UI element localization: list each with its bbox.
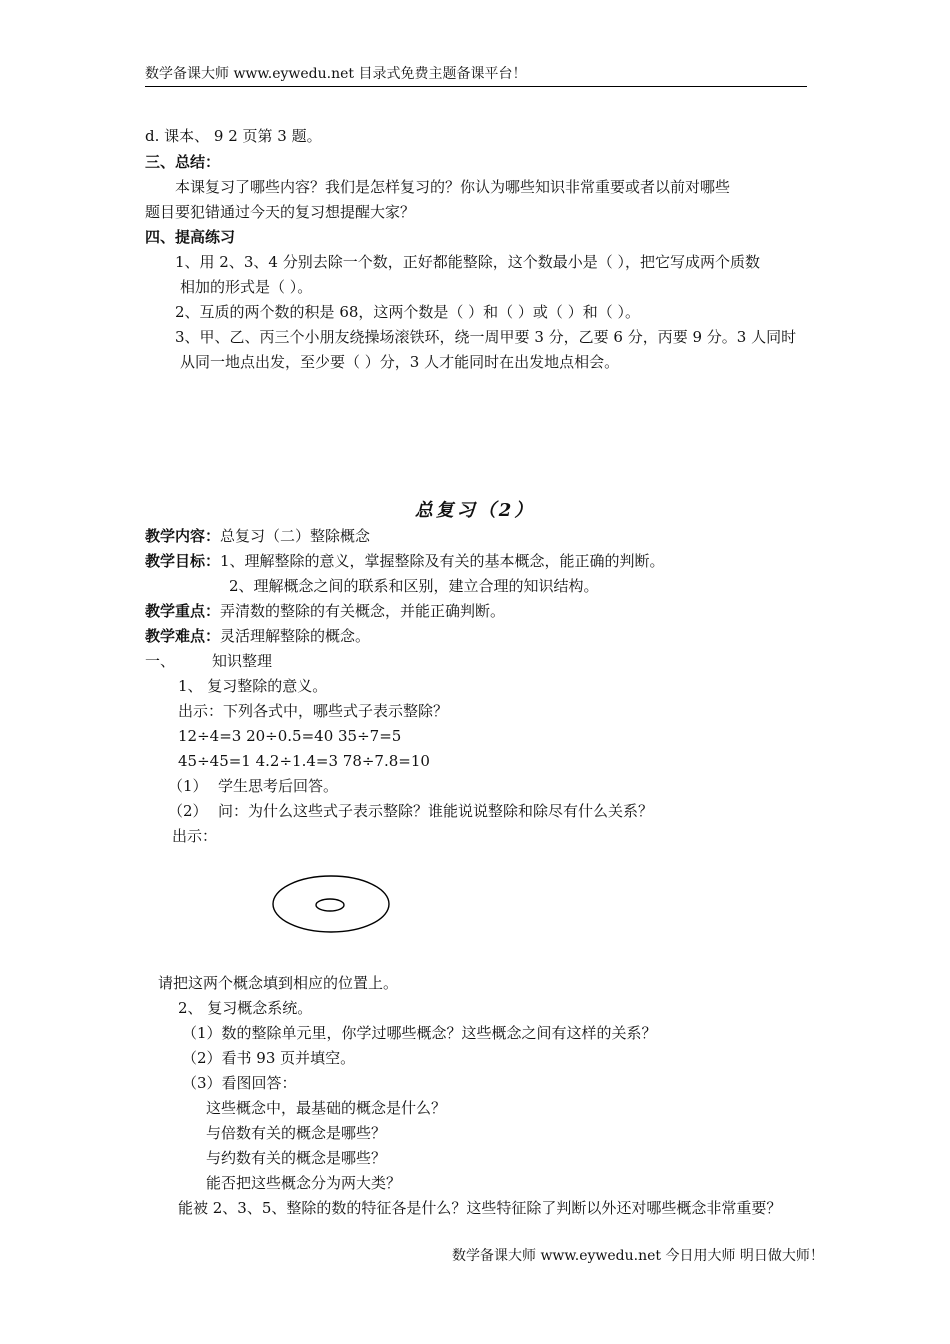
outer-ellipse <box>273 876 389 932</box>
show-question: 出示：下列各式中，哪些式子表示整除？ <box>178 702 449 720</box>
teaching-content-label: 教学内容： <box>145 527 221 545</box>
teaching-difficulty-label: 教学难点： <box>145 627 221 645</box>
exercise-1-line-2: 相加的形式是（ ）。 <box>180 278 313 296</box>
review-2: 2、 复习概念系统。 <box>178 999 313 1017</box>
fill-concepts: 请把这两个概念填到相应的位置上。 <box>158 974 399 992</box>
page-footer: 数学备课大师 www.eywedu.net 今日用大师 明日做大师！ <box>452 1248 824 1264</box>
inner-ellipse <box>316 899 344 911</box>
teaching-goal-label: 教学目标： <box>145 552 221 570</box>
teaching-goal <box>145 550 665 572</box>
question-3-d: 能否把这些概念分为两大类？ <box>206 1174 402 1192</box>
question-3-b: 与倍数有关的概念是哪些？ <box>206 1124 387 1142</box>
section-4-heading: 四、提高练习 <box>145 228 236 246</box>
question-3-c: 与约数有关的概念是哪些？ <box>206 1149 387 1167</box>
exercise-3-line-1: 3、甲、乙、丙三个小朋友绕操场滚铁环，绕一周甲要 3 分，乙要 6 分，丙要 9 分。3 人同时 <box>175 328 797 346</box>
exercise-1-line-1: 1、用 2、3、4 分别去除一个数，正好都能整除，这个数最小是（ ），把它写成两个质数 <box>175 253 760 271</box>
equation-row-1: 12÷4=3 20÷0.5=40 35÷7=5 <box>178 727 402 745</box>
teaching-difficulty <box>145 625 370 647</box>
teaching-difficulty-value: 灵活理解整除的概念。 <box>220 627 371 645</box>
show-2: 出示： <box>172 827 218 845</box>
exercise-3-line-2: 从同一地点出发，至少要（ ）分，3 人才能同时在出发地点相会。 <box>180 353 620 371</box>
item-d: d. 课本、 9 2 页第 3 题。 <box>145 127 322 145</box>
review-1: 1、 复习整除的意义。 <box>178 677 328 695</box>
step-1-number: （1） <box>168 777 208 795</box>
step-2: 问：为什么这些式子表示整除？谁能说说整除和除尽有什么关系？ <box>218 802 654 820</box>
question-1: （1）数的整除单元里，你学过哪些概念？这些概念之间有这样的关系？ <box>182 1024 657 1042</box>
question-3: （3）看图回答： <box>182 1074 297 1092</box>
section-3-heading: 三、总结： <box>145 153 221 171</box>
step-1: 学生思考后回答。 <box>218 777 339 795</box>
teaching-content-value: 总复习（二）整除概念 <box>220 527 371 545</box>
question-3-a: 这些概念中，最基础的概念是什么？ <box>206 1099 447 1117</box>
step-2-number: （2） <box>168 802 208 820</box>
teaching-content <box>145 525 370 547</box>
last-question: 能被 2、3、5、整除的数的特征各是什么？这些特征除了判断以外还对哪些概念非常重要？ <box>178 1199 782 1217</box>
lesson-title: 总复习（2） <box>414 500 536 521</box>
teaching-key-value: 弄清数的整除的有关概念，并能正确判断。 <box>220 602 506 620</box>
equation-row-2: 45÷45=1 4.2÷1.4=3 78÷7.8=10 <box>178 752 430 770</box>
section-3-para-2: 题目要犯错通过今天的复习想提醒大家？ <box>145 203 416 221</box>
part-1-title: 知识整理 <box>212 652 273 670</box>
section-3-para-1: 本课复习了哪些内容？我们是怎样复习的？你认为哪些知识非常重要或者以前对哪些 <box>175 178 731 196</box>
part-1-number: 一、 <box>145 652 176 670</box>
concept-ellipse-diagram <box>270 872 394 936</box>
teaching-goal-1: 1、理解整除的意义，掌握整除及有关的基本概念，能正确的判断。 <box>220 552 665 570</box>
page-header: 数学备课大师 www.eywedu.net 目录式免费主题备课平台！ <box>145 66 527 82</box>
header-rule <box>145 86 807 87</box>
exercise-2: 2、互质的两个数的积是 68，这两个数是（ ）和（ ）或（ ）和（ ）。 <box>175 303 640 321</box>
question-2: （2）看书 93 页并填空。 <box>182 1049 356 1067</box>
teaching-key-label: 教学重点： <box>145 602 221 620</box>
teaching-key <box>145 600 505 622</box>
teaching-goal-2: 2、理解概念之间的联系和区别，建立合理的知识结构。 <box>229 577 599 595</box>
